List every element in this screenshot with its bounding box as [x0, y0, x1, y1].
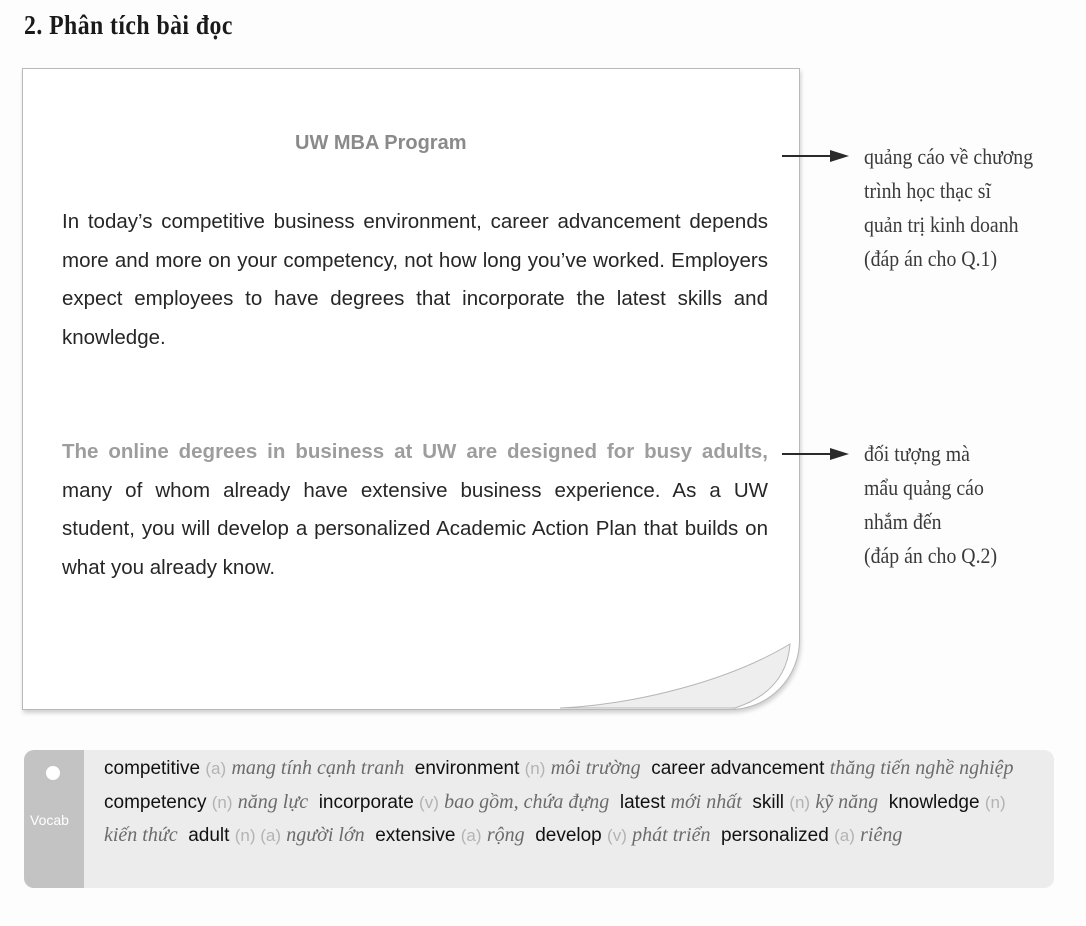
- vocab-term: environment: [414, 758, 520, 779]
- document-heading: UW MBA Program: [295, 132, 467, 154]
- vocab-pos: (v): [607, 826, 627, 845]
- vocab-meaning: kỹ năng: [815, 790, 879, 813]
- annotation-line: quảng cáo về chương: [864, 144, 1034, 169]
- vocab-entry: [535, 825, 710, 846]
- vocab-meaning: môi trường: [550, 757, 641, 779]
- vocab-term: personalized: [721, 825, 829, 846]
- vocab-meaning: thăng tiến nghề nghiệp: [829, 757, 1014, 779]
- vocab-term: competency: [104, 791, 207, 813]
- annotation-q1: [864, 140, 1033, 276]
- annotation-q2: [864, 437, 997, 573]
- vocab-meaning: mang tính cạnh tranh: [231, 757, 405, 779]
- vocab-term: career advancement: [651, 758, 825, 779]
- vocab-meaning: rộng: [486, 824, 525, 846]
- vocab-term: latest: [619, 791, 666, 813]
- document-page: [22, 68, 800, 710]
- vocab-pos: (n): [789, 792, 811, 812]
- annotation-line: nhắm đến: [864, 509, 942, 534]
- vocab-pos: (a): [460, 826, 482, 845]
- vocab-term: develop: [535, 825, 602, 846]
- arrow-right-icon: [782, 446, 850, 462]
- annotation-line: (đáp án cho Q.2): [864, 543, 998, 568]
- vocab-box: [24, 750, 1054, 888]
- vocab-entry: [319, 792, 610, 813]
- dot-icon: [46, 766, 60, 780]
- vocab-label: Vocab: [30, 812, 69, 828]
- vocab-entry: [104, 758, 404, 779]
- section-title: 2. Phân tích bài đọc: [24, 10, 233, 40]
- vocab-entry: [375, 825, 524, 846]
- vocab-term: adult: [188, 825, 230, 846]
- vocab-entry: [188, 825, 364, 846]
- vocab-meaning: riêng: [860, 824, 903, 846]
- paragraph-2: [62, 433, 768, 587]
- vocab-tab: [24, 750, 84, 888]
- paragraph-2-rest: many of whom already have extensive business experience. As a UW student, you will develop a personalized Academic Action Plan that builds on what you already know.: [62, 478, 768, 579]
- vocab-term: incorporate: [318, 791, 414, 813]
- vocab-meaning: người lớn: [286, 824, 365, 846]
- vocab-entry: [651, 758, 1013, 779]
- vocab-pos: (a): [205, 759, 227, 778]
- vocab-pos: (n): [984, 792, 1006, 812]
- paragraph-2-highlight: The online degrees in business at UW are designed for busy adults,: [62, 440, 768, 463]
- vocab-term: knowledge: [888, 791, 980, 813]
- annotation-line: đối tượng mà: [864, 441, 970, 466]
- vocab-list: [104, 752, 1044, 853]
- vocab-term: skill: [752, 791, 785, 813]
- vocab-meaning: kiến thức: [104, 824, 178, 846]
- vocab-pos: (a): [834, 826, 855, 845]
- vocab-pos: (n) (a): [234, 826, 281, 845]
- annotation-line: quản trị kinh doanh: [864, 212, 1019, 237]
- vocab-entry: [721, 825, 902, 846]
- vocab-meaning: phát triển: [632, 824, 711, 846]
- page-curl: [560, 640, 800, 710]
- annotation-line: (đáp án cho Q.1): [864, 246, 998, 271]
- vocab-term: extensive: [375, 825, 456, 846]
- vocab-meaning: mới nhất: [670, 790, 742, 813]
- vocab-pos: (v): [419, 792, 439, 812]
- vocab-meaning: năng lực: [237, 790, 309, 813]
- vocab-entry: [104, 792, 308, 813]
- arrow-right-icon: [782, 148, 850, 164]
- vocab-entry: [752, 792, 878, 813]
- annotation-line: trình học thạc sĩ: [864, 178, 992, 203]
- annotation-line: mẩu quảng cáo: [864, 475, 984, 500]
- vocab-term: competitive: [104, 758, 201, 779]
- vocab-pos: (n): [211, 792, 233, 812]
- vocab-meaning: bao gồm, chứa đựng: [444, 790, 610, 813]
- paragraph-1: In today’s competitive business environment, career advancement depends more and more on your competency, not how long you’ve worked. Employers expect employees to have degrees that incorporate the latest skills and knowledge.: [62, 210, 768, 349]
- vocab-entry: [620, 792, 742, 813]
- vocab-entry: [415, 758, 641, 779]
- vocab-pos: (n): [524, 759, 546, 778]
